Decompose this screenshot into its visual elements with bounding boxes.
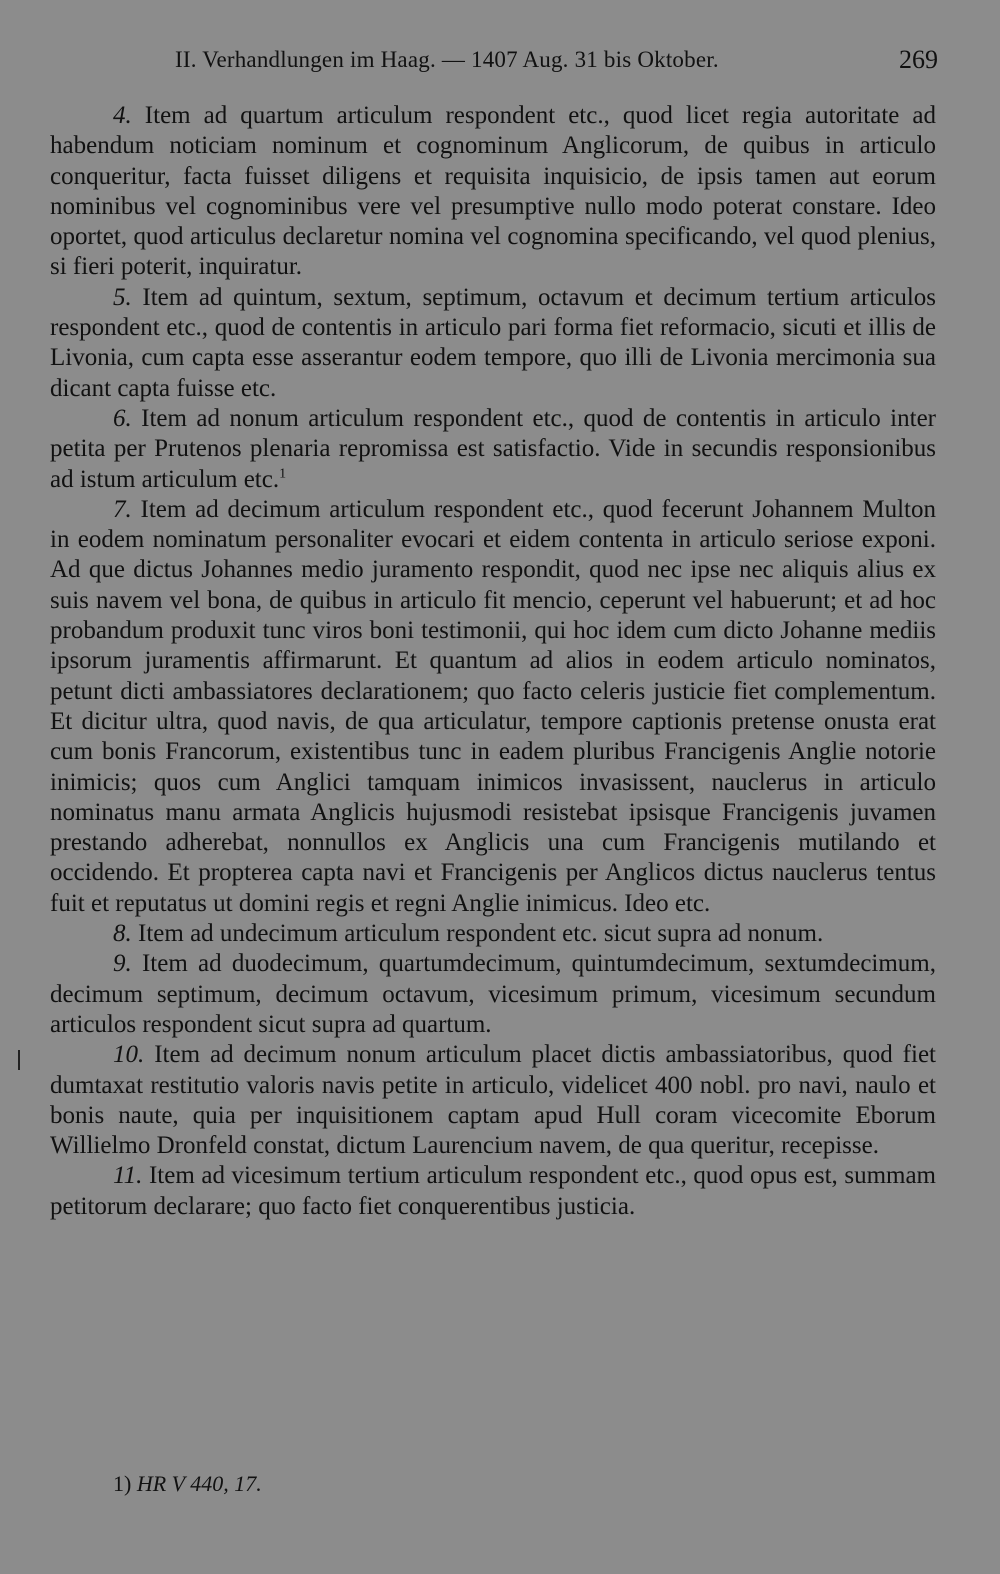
paragraph-text: Item ad nonum articulum respondent etc., quod de contentis in articulo inter petita per Prutenos plenaria repromissa est satisfactio. Vide in secundis responsionibus ad istum articulum etc. xyxy=(50,404,936,493)
paragraph-text: Item ad duodecimum, quartumdecimum, quintumdecimum, sextumdecimum, decimum septimum, decimum octavum, vicesimum primum, vicesimum secundum articulos respondent sicut supra ad quartum. xyxy=(50,950,936,1038)
page-header xyxy=(0,40,1000,80)
body-text xyxy=(50,101,936,1222)
footnote-marker: 1 xyxy=(279,466,287,482)
footnote xyxy=(113,1469,262,1499)
footnote-number: 1) xyxy=(113,1471,132,1496)
paragraph-text: Item ad undecimum articulum respondent etc. sicut supra ad nonum. xyxy=(138,920,824,948)
margin-mark xyxy=(18,1050,20,1070)
paragraph-8 xyxy=(50,919,936,949)
paragraph-11 xyxy=(50,1161,936,1222)
paragraph-text: Item ad quartum articulum respondent etc., quod licet regia autoritate ad habendum noticiam nominum et cognominum Anglicorum, de quibus in articulo conqueritur, facta fuisset diligens et requisita inquisicio, de ipsis tamen aut eorum nominibus vel cognominibus vere vel presumptive nullo modo poterat constare. Ideo oportet, quod articulus declaretur nomina vel cognomina specificando, vel quod plenius, si fieri poterit, inquiratur. xyxy=(50,102,937,281)
running-title: II. Verhandlungen im Haag. — 1407 Aug. 31 bis Oktober. xyxy=(175,47,719,72)
paragraph-number: 5. xyxy=(113,283,132,311)
paragraph-text: Item ad decimum nonum articulum placet dictis ambassiatoribus, quod fiet dumtaxat restitutio valoris navis petite in articulo, videlicet 400 nobl. pro navi, naulo et bonis naute, quia per inquisitionem captam apud Hull coram vicecomite Eborum Willielmo Dronfeld constat, dictum Laurencium navem, de qua queritur, recepisse. xyxy=(50,1041,937,1160)
paragraph-number: 7. xyxy=(113,495,132,523)
paragraph-9 xyxy=(50,949,936,1040)
footnote-reference: HR V 440, 17. xyxy=(136,1471,262,1496)
paragraph-text: Item ad decimum articulum respondent etc., quod fecerunt Johannem Multon in eodem nominatum personaliter evocari et eidem contenta in articulo seriose exponi. Ad que dictus Johannes medio juramento respondit, quod nec ipse nec aliquis alius ex suis navem vel bona, de quibus in articulo fit mencio, ceperunt vel habuerunt; et ad hoc probandum produxit tunc viros boni testimonii, qui hoc idem cum dicto Johanne mediis ipsorum juramentis affirmarunt. Et quantum ad alios in eodem articulo nominatos, petunt dicti ambassiatores declarationem; quo facto celeris justicie fiet complementum. Et dicitur ultra, quod navis, de qua articulatur, tempore captionis pretense onusta erat cum bonis Francorum, existentibus tunc in eadem pluribus Francigenis Anglie notorie inimicis; quos cum Anglici tamquam inimicos invasissent, nauclerus in articulo nominatus manu armata Anglicis hujusmodi resistebat ipsisque Francigenis juvamen prestando adherebat, nonnullos ex Anglicis una cum Francigenis mutilando et occidendo. Et propterea capta navi et Francigenis per Anglicos dictus nauclerus tentus fuit et reputatus ut domini regis et regni Anglie inimicus. Ideo etc. xyxy=(50,495,936,917)
paragraph-4 xyxy=(50,101,936,283)
paragraph-6 xyxy=(50,404,936,495)
paragraph-number: 11. xyxy=(113,1162,143,1190)
paragraph-text: Item ad vicesimum tertium articulum respondent etc., quod opus est, summam petitorum declarare; quo facto fiet conquerentibus justicia. xyxy=(50,1162,937,1220)
paragraph-number: 4. xyxy=(113,102,132,129)
paragraph-7 xyxy=(50,495,936,919)
page-number: 269 xyxy=(899,45,938,74)
paragraph-5 xyxy=(50,283,936,404)
paragraph-number: 9. xyxy=(113,950,132,978)
paragraph-number: 6. xyxy=(113,404,132,432)
paragraph-number: 8. xyxy=(113,920,132,948)
paragraph-text: Item ad quintum, sextum, septimum, octavum et decimum tertium articulos respondent etc., quod de contentis in articulo pari forma fiet reformacio, sicuti et illis de Livonia, cum capta esse asserantur eodem tempore, quo illi de Livonia mercimonia sua dicant capta fuisse etc. xyxy=(50,283,936,402)
paragraph-10 xyxy=(50,1040,936,1161)
paragraph-number: 10. xyxy=(113,1041,145,1069)
